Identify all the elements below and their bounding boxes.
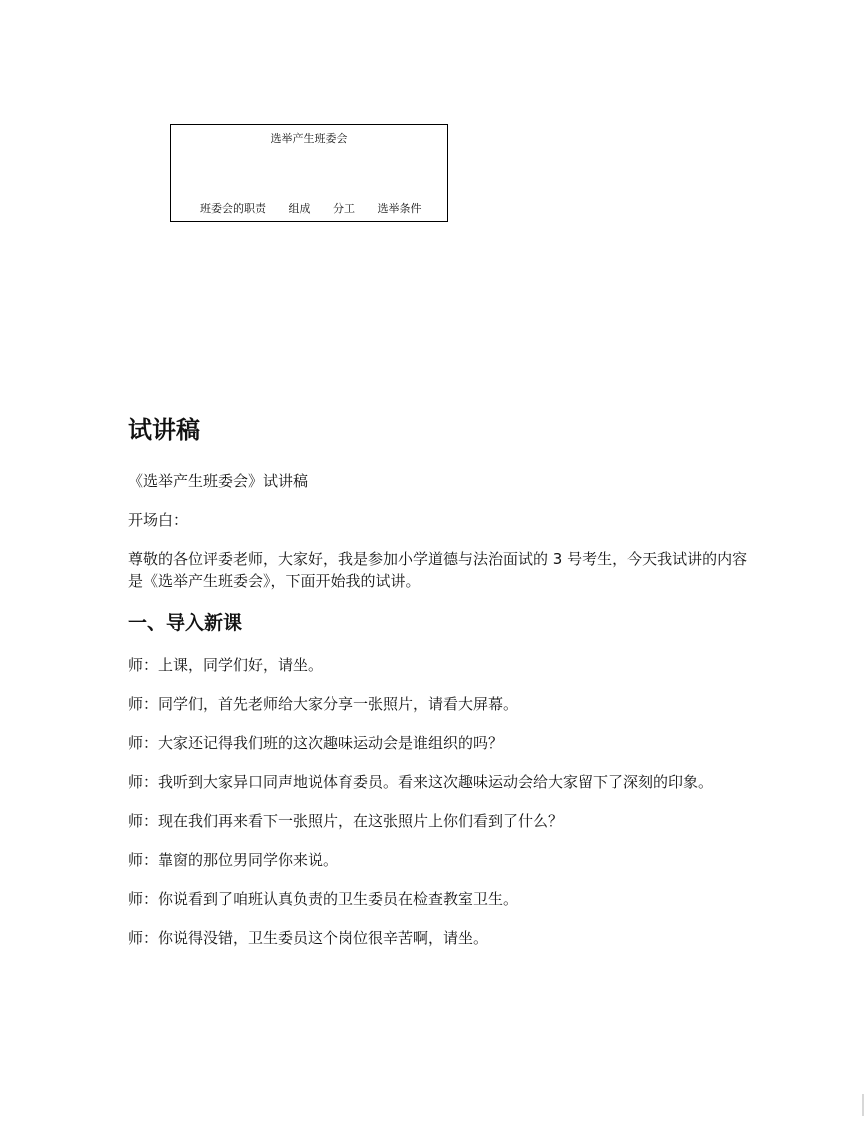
board-item-conditions: 选举条件 <box>377 202 422 215</box>
opening-paragraph: 尊敬的各位评委老师，大家好，我是参加小学道德与法治面试的 3 号考生，今天我试讲的内容是《选举产生班委会》，下面开始我的试讲。 <box>128 550 748 590</box>
dialogue-line: 师：上课，同学们好，请坐。 <box>128 656 324 674</box>
dialogue-line: 师：你说看到了咱班认真负责的卫生委员在检查教室卫生。 <box>128 890 519 908</box>
dialogue-line: 师：现在我们再来看下一张照片，在这张照片上你们看到了什么？ <box>128 812 564 830</box>
document-body <box>128 412 748 966</box>
dialogue-line: 师：大家还记得我们班的这次趣味运动会是谁组织的吗？ <box>128 734 504 752</box>
section-heading-intro: 一、导入新课 <box>128 612 243 634</box>
document-title: 试讲稿 <box>128 416 200 444</box>
document-subtitle: 《选举产生班委会》试讲稿 <box>128 472 309 490</box>
dialogue-line: 师：我听到大家异口同声地说体育委员。看来这次趣味运动会给大家留下了深刻的印象。 <box>128 773 714 791</box>
blackboard-design-box <box>170 124 448 222</box>
board-title: 选举产生班委会 <box>270 132 348 145</box>
page-edge-mark <box>862 1094 864 1116</box>
board-item-division: 分工 <box>333 202 355 215</box>
dialogue-line: 师：靠窗的那位男同学你来说。 <box>128 851 339 869</box>
opening-label: 开场白： <box>128 511 189 529</box>
board-item-duties: 班委会的职责 <box>200 202 266 215</box>
board-item-composition: 组成 <box>288 202 311 215</box>
dialogue-line: 师：同学们，首先老师给大家分享一张照片，请看大屏幕。 <box>128 695 519 713</box>
dialogue-line: 师：你说得没错，卫生委员这个岗位很辛苦啊，请坐。 <box>128 929 489 947</box>
board-items <box>200 201 422 217</box>
